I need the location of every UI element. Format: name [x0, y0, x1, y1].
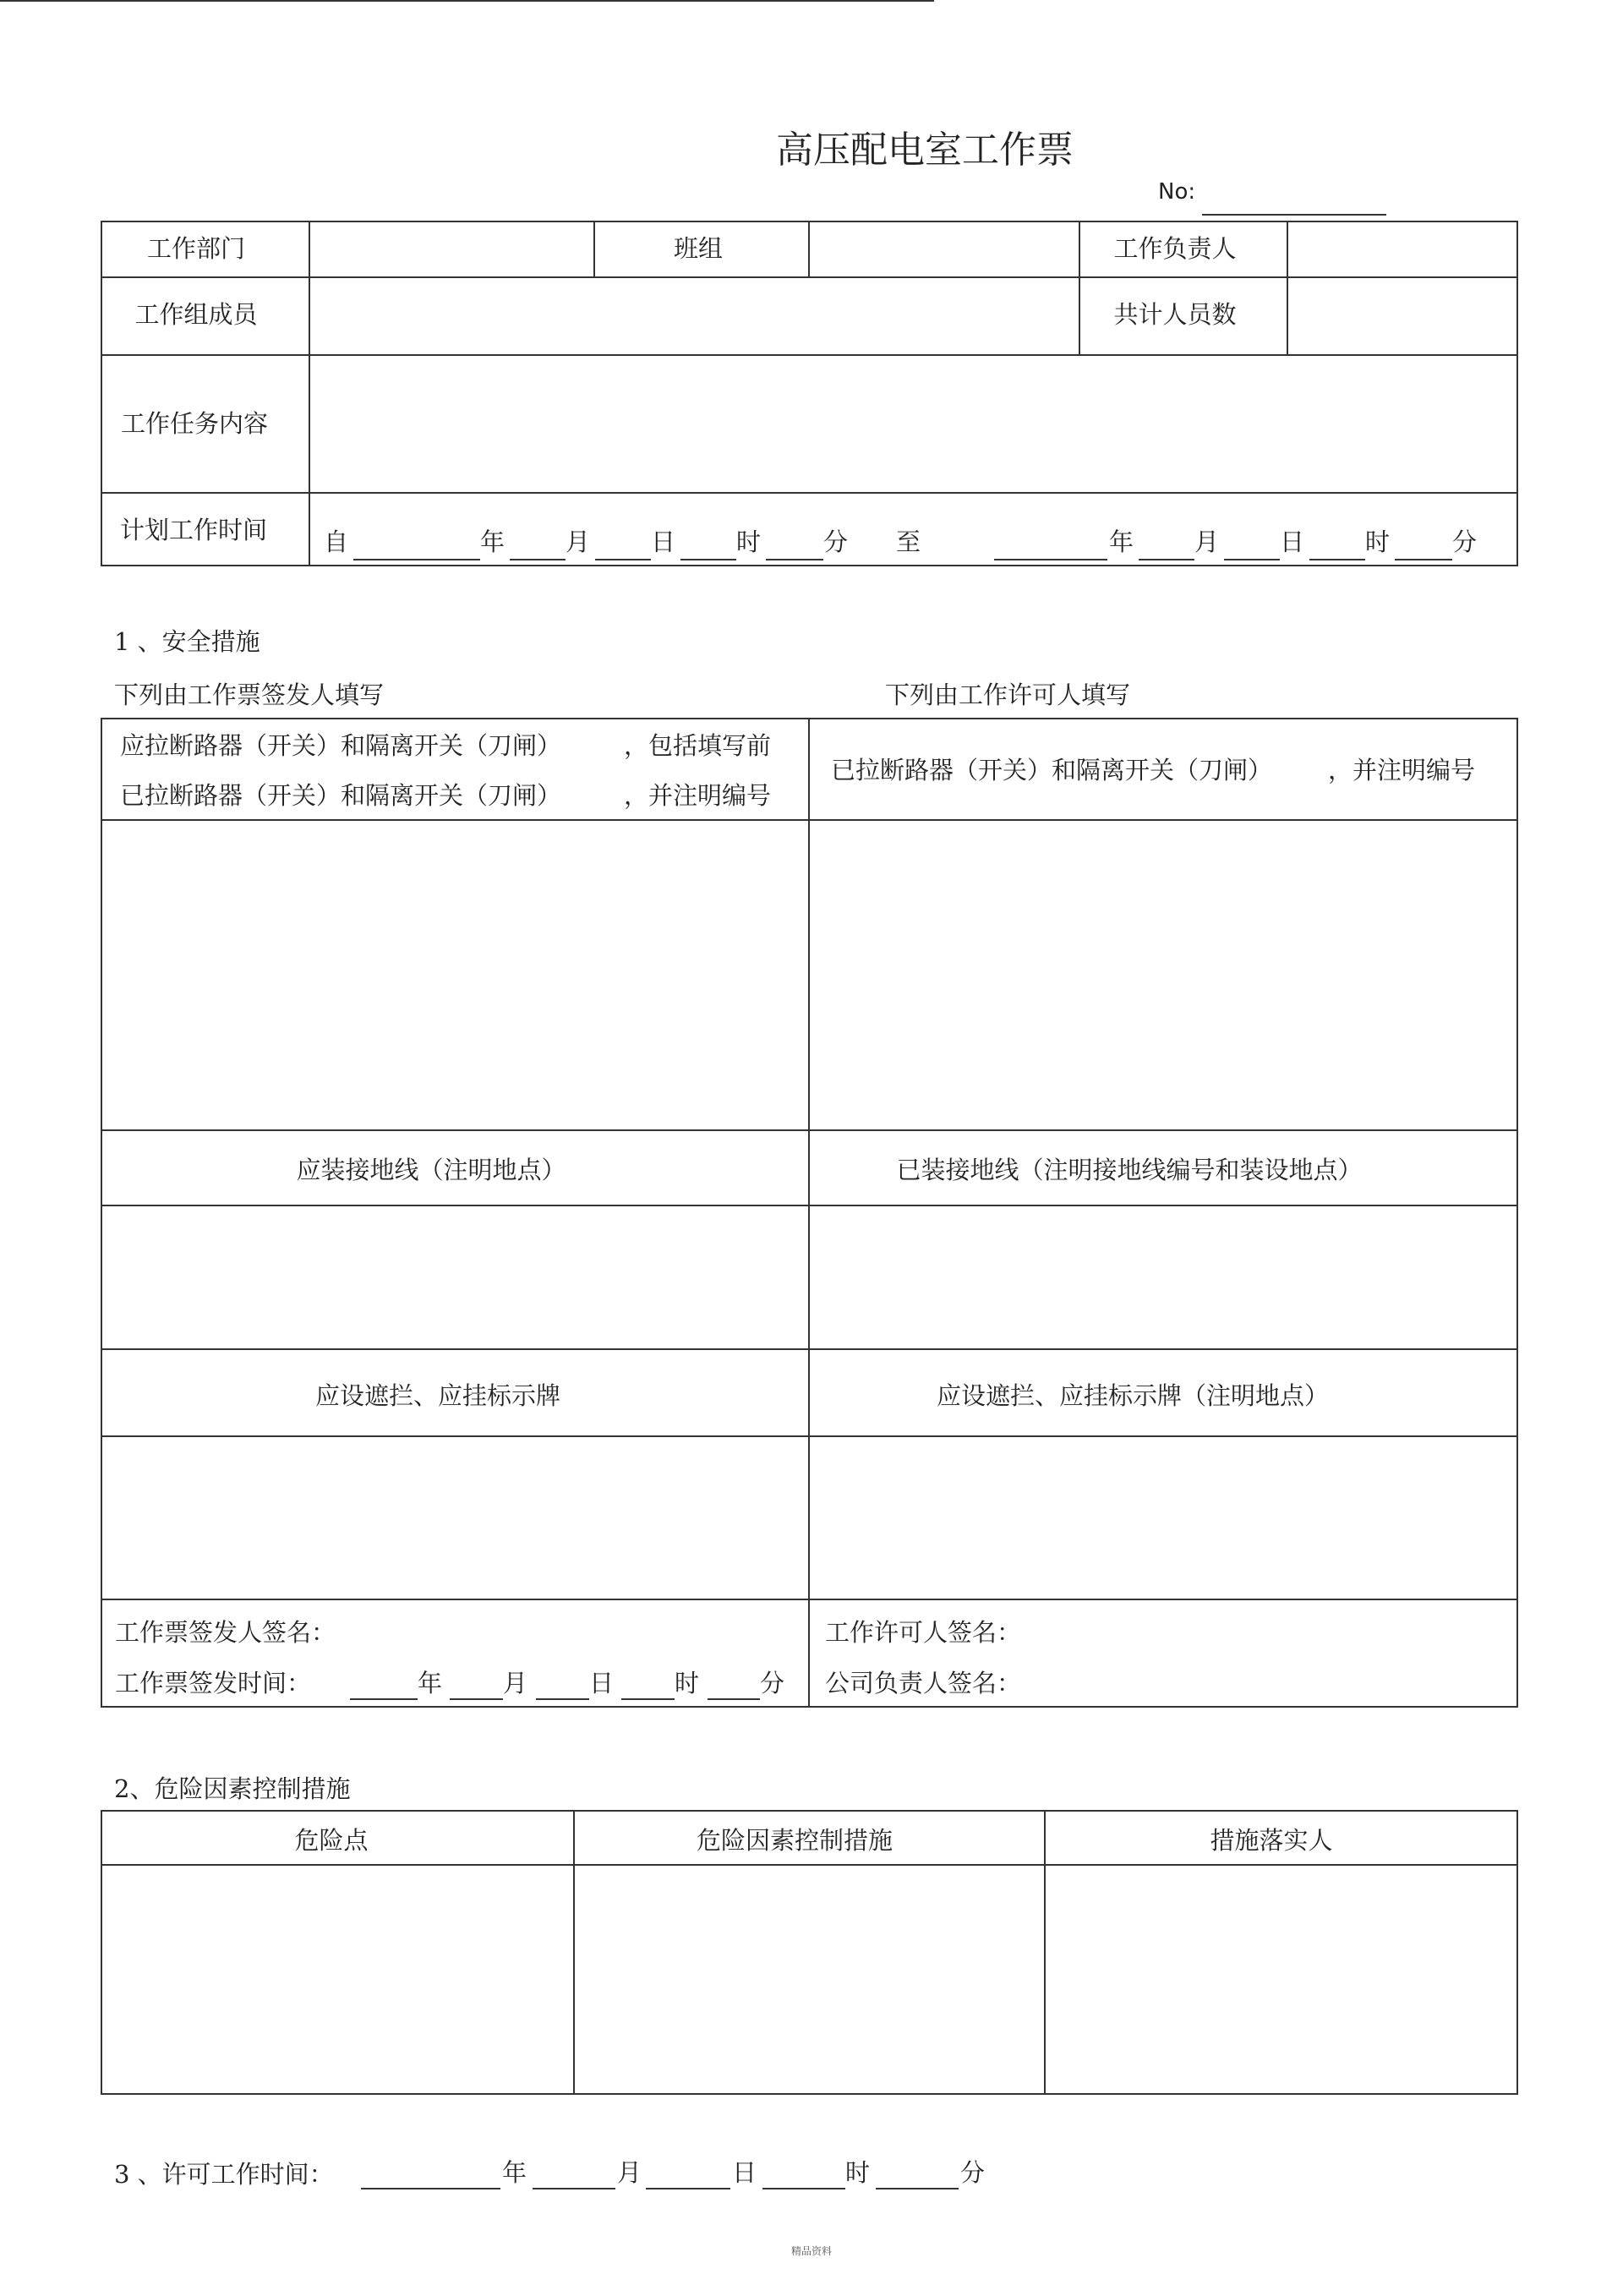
control-measures-field[interactable] — [576, 1866, 1043, 2092]
ground-to-install-header: 应装接地线（注明地点） — [296, 1156, 566, 1184]
ticket-number-label: No: — [1158, 179, 1196, 205]
col-control-measures: 危险因素控制措施 — [696, 1826, 893, 1855]
breaker-opened-header: 已拉断路器（开关）和隔离开关（刀闸） — [831, 756, 1273, 784]
breaker-to-open-header-line1-tail: ，包括填写前 — [624, 731, 772, 760]
ground-installed-field[interactable] — [811, 1206, 1516, 1348]
section1-heading: 1 、安全措施 — [114, 627, 260, 656]
permitter-signature-label: 工作许可人签名： — [825, 1618, 1022, 1647]
work-dept-label: 工作部门 — [146, 234, 246, 263]
breaker-to-open-header-line1: 应拉断路器（开关）和隔离开关（刀闸） — [120, 731, 562, 760]
danger-point-field[interactable] — [103, 1866, 572, 2092]
breaker-opened-field[interactable] — [811, 821, 1516, 1129]
ground-to-install-field[interactable] — [103, 1206, 807, 1348]
barrier-left-field[interactable] — [103, 1437, 807, 1598]
team-field[interactable] — [811, 222, 1078, 276]
plan-time-label: 计划工作时间 — [119, 516, 268, 544]
total-count-field[interactable] — [1289, 278, 1516, 353]
task-field[interactable] — [311, 356, 1516, 491]
barrier-left-header: 应设遮拦、应挂标示牌 — [314, 1381, 561, 1410]
ticket-number-field[interactable] — [1202, 214, 1386, 216]
total-count-label: 共计人员数 — [1113, 300, 1237, 329]
ground-installed-header: 已装接地线（注明接地线编号和装设地点） — [896, 1156, 1363, 1184]
permitter-fill-note: 下列由工作许可人填写 — [885, 681, 1131, 709]
issuer-fill-note: 下列由工作票签发人填写 — [114, 681, 385, 709]
task-label: 工作任务内容 — [120, 409, 269, 438]
members-field[interactable] — [311, 278, 1078, 353]
col-implementer: 措施落实人 — [1210, 1826, 1333, 1855]
team-label: 班组 — [673, 234, 724, 263]
work-dept-field[interactable] — [311, 222, 593, 276]
barrier-right-header: 应设遮拦、应挂标示牌（注明地点） — [936, 1381, 1330, 1410]
col-danger-point: 危险点 — [294, 1826, 369, 1855]
breaker-to-open-header-line2: 已拉断路器（开关）和隔离开关（刀闸） — [120, 781, 562, 810]
leader-label: 工作负责人 — [1113, 234, 1237, 263]
breaker-to-open-field[interactable] — [103, 821, 807, 1129]
breaker-opened-header-tail: ，并注明编号 — [1328, 756, 1476, 784]
barrier-right-field[interactable] — [811, 1437, 1516, 1598]
page-title: 高压配电室工作票 — [776, 128, 1074, 172]
issuer-signature-label: 工作票签发人签名： — [115, 1618, 336, 1647]
section3-heading: 3 、许可工作时间： — [114, 2160, 334, 2189]
footer-text: 精品资料 — [790, 2245, 833, 2257]
breaker-to-open-header-line2-tail: ，并注明编号 — [624, 781, 772, 810]
section2-heading: 2、危险因素控制措施 — [114, 1774, 351, 1803]
leader-field[interactable] — [1289, 222, 1516, 276]
issue-time-label: 工作票签发时间： — [115, 1669, 312, 1697]
top-rule — [0, 0, 934, 2]
members-label: 工作组成员 — [134, 300, 258, 329]
company-head-signature-label: 公司负责人签名： — [825, 1669, 1022, 1697]
implementer-field[interactable] — [1046, 1866, 1516, 2092]
